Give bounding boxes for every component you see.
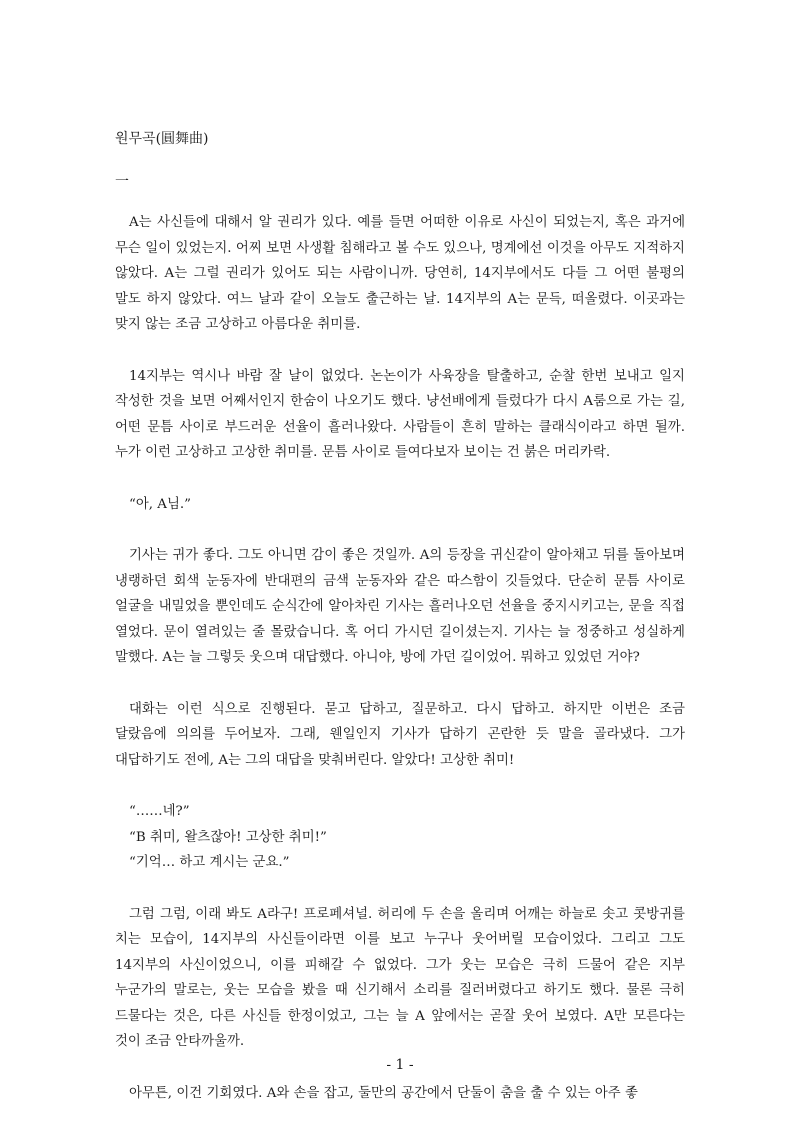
paragraph: 14지부는 역시나 바람 잘 날이 없었다. 논논이가 사육장을 탈출하고, 순찰 한번 보내고 일지 작성한 것을 보면 어째서인지 한숨이 나오기도 했다. 냥선배에게 들렀다가 다시 A룸으로 가는 길, 어떤 문틈 사이로 부드러운 선율이 흘러나왔다. 사람들이 흔히 말하는 클래식이라고 하면 될까. 누가 이런 고상하고 고상한 취미를. 문틈 사이로 들여다보자 보이는 건 붉은 머리카락. — [115, 368, 685, 460]
dialogue-line: “……네?” — [129, 804, 190, 819]
page-number: - 1 - — [386, 1057, 414, 1073]
dialogue-line: “기억… 하고 계시는 군요.” — [129, 855, 290, 870]
dialogue-block — [115, 799, 685, 876]
paragraph: A는 사신들에 대해서 알 권리가 있다. 예를 들면 어떠한 이유로 사신이 되었는지, 혹은 과거에 무슨 일이 있었는지. 어찌 보면 사생활 침해라고 볼 수도 있으나, 명계에선 이것을 아무도 지적하지 않았다. A는 그럴 권리가 있어도 되는 사람이니까. 당연히, 14지부에서도 다들 그 어떤 불평의 말도 하지 않았다. 여느 날과 같이 오늘도 출근하는 날. 14지부의 A는 문득, 떠올렸다. 이곳과는 맞지 않는 조금 고상하고 아름다운 취미를. — [115, 215, 685, 332]
document-body — [115, 210, 685, 1132]
paragraph: 기사는 귀가 좋다. 그도 아니면 감이 좋은 것일까. A의 등장을 귀신같이 알아채고 뒤를 돌아보며 냉랭하던 회색 눈동자에 반대편의 금색 눈동자와 같은 따스함이 깃들었다. 단순히 문틈 사이로 얼굴을 내밀었을 뿐인데도 순식간에 알아차린 기사는 흘러나오던 선율을 중지시키고는, 문을 직접 열었다. 문이 열려있는 줄 몰랐습니다. 혹 어디 가시던 길이셨는지. 기사는 늘 정중하고 성실하게 말했다. A는 늘 그렇듯 웃으며 대답했다. 아니야, 방에 가던 길이었어. 뭐하고 있었던 거야? — [115, 548, 685, 665]
paragraph: 대화는 이런 식으로 진행된다. 묻고 답하고, 질문하고. 다시 답하고. 하지만 이번은 조금 달랐음에 의의를 두어보자. 그래, 웬일인지 기사가 답하기 곤란한 듯 말을 골라냈다. 그가 대답하기도 전에, A는 그의 대답을 맞춰버린다. 알았다! 고상한 취미! — [115, 701, 685, 768]
paragraph: 아무튼, 이건 기회였다. A와 손을 잡고, 둘만의 공간에서 단둘이 춤을 출 수 있는 아주 좋 — [129, 1085, 638, 1101]
dialogue-line: “B 취미, 왈츠잖아! 고상한 취미!” — [129, 829, 327, 845]
paragraph: 그럼 그럼, 이래 봐도 A라구! 프로페셔널. 허리에 두 손을 올리며 어깨는 하늘로 솟고 콧방귀를 치는 모습이, 14지부의 사신들이라면 이를 보고 누구나 웃어버릴 모습이었다. 그리고 그도 14지부의 사신이었으니, 이를 피해갈 수 없었다. 그가 웃는 모습은 극히 드물어 같은 지부 누군가의 말로는, 웃는 모습을 봤을 때 신기해서 소리를 질러버렸다고 하기도 했다. 물론 극히 드물다는 것은, 다른 사신들 한정이었고, 그는 늘 A 앞에서는 곧잘 웃어 보였다. A만 모른다는 것이 조금 안타까울까. — [115, 906, 685, 1049]
document-title: 원무곡(圓舞曲) — [115, 131, 209, 147]
paragraph-quote: “아, A님.” — [129, 496, 192, 512]
section-mark: 一 — [115, 174, 129, 190]
